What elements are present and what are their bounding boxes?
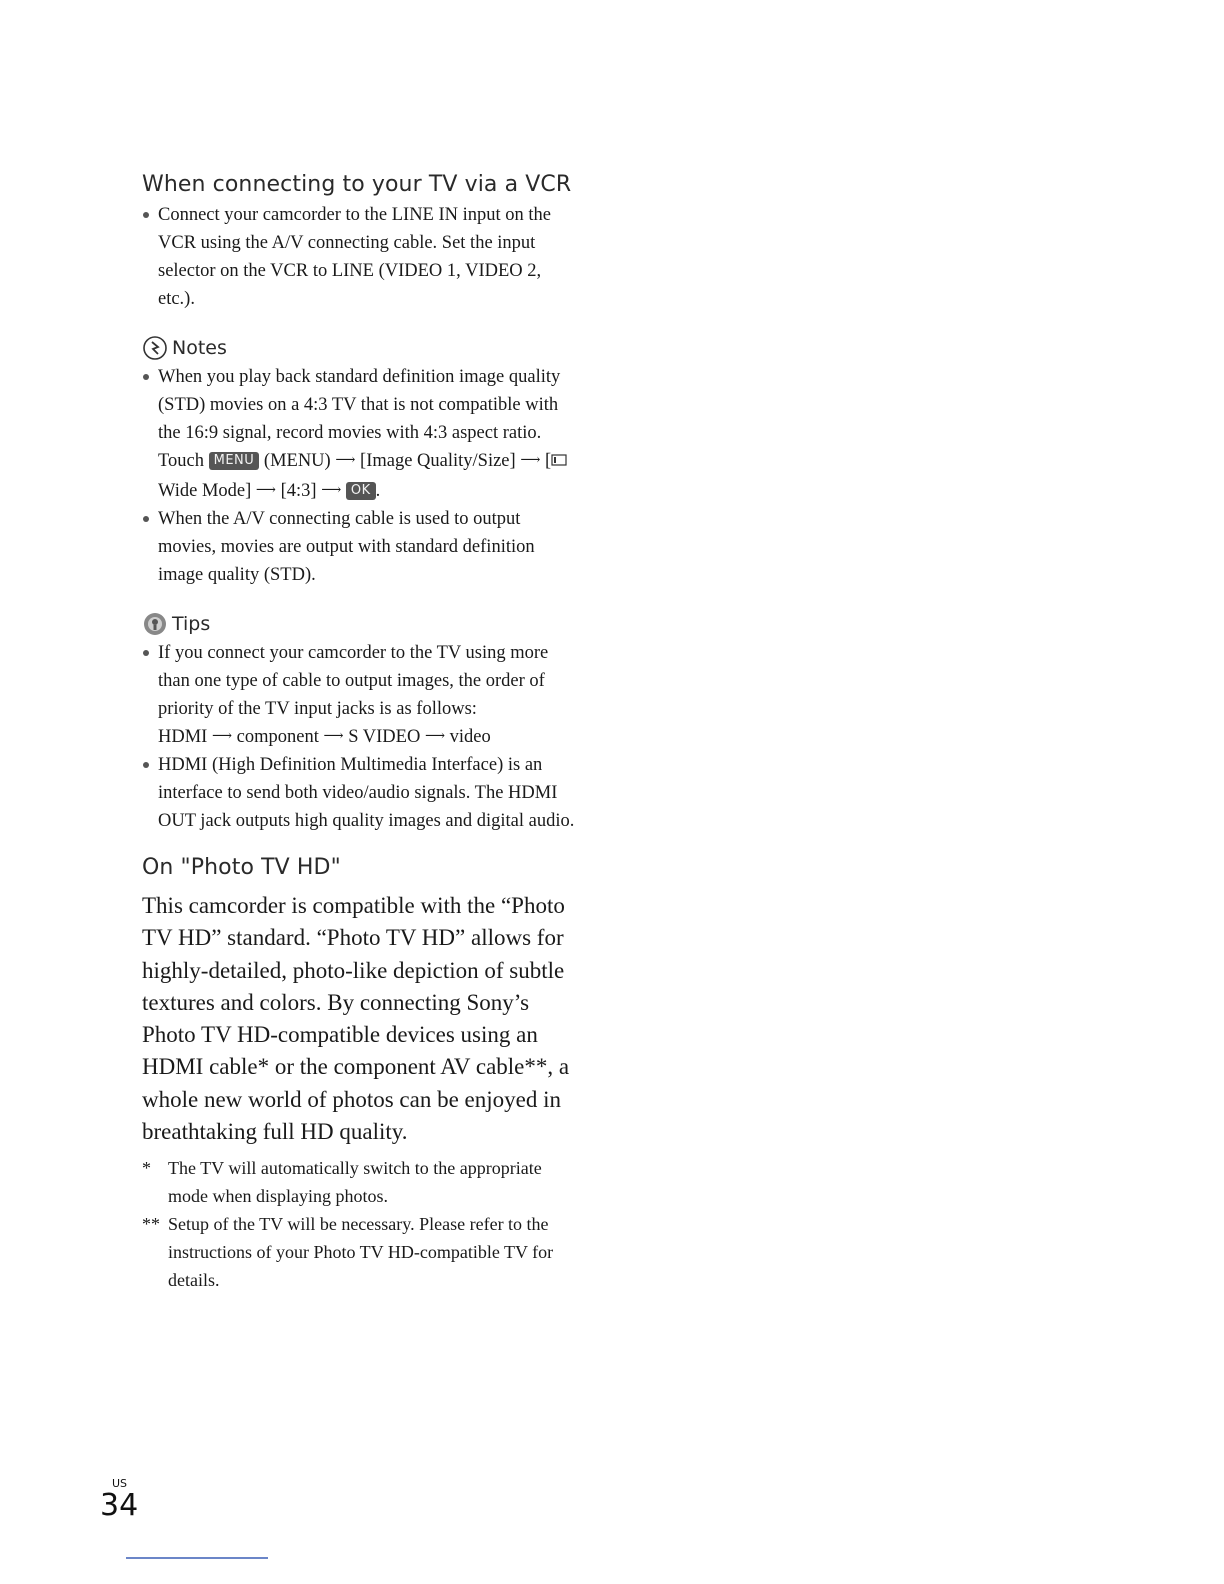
footnote [142,1154,582,1210]
menu-button[interactable]: MENU [209,452,260,470]
note-text: When you play back standard definition image quality (STD) movies on a 4:3 TV that is not compatible with the 16:9 signal, record movies with 4:3 aspect ratio. Touch [158,367,561,471]
wide-mode-icon [551,449,567,477]
section-title-vcr: When connecting to your TV via a VCR [142,172,572,197]
note-text: Wide Mode] [158,481,256,501]
arrow-icon: ⟶ [255,483,276,498]
footnote [142,1210,582,1294]
vcr-bullet-list [142,201,582,313]
notes-list [142,363,582,589]
list-item [142,639,582,751]
page-number: 34 [100,1488,139,1523]
priority-item: HDMI [158,727,208,747]
list-item: HDMI (High Definition Multimedia Interface) is an interface to send both video/audio signals. The HDMI OUT jack outputs high quality images and digital audio. [142,751,582,835]
photo-tv-body: This camcorder is compatible with the “Photo TV HD” standard. “Photo TV HD” allows for highly-detailed, photo-like depiction of subtle textures and colors. By connecting Sony’s Photo TV HD-compatible devices using an HDMI cable* or the component AV cable**, a whole new world of photos can be enjoyed in breathtaking full HD quality. [142,893,570,1145]
tips-label: Tips [172,613,211,635]
page-number-block [100,1478,138,1523]
ok-button[interactable]: OK [346,482,376,500]
list-item [142,363,582,505]
arrow-icon: ⟶ [321,483,342,498]
arrow-icon: ⟶ [323,729,344,744]
notes-icon [142,335,168,361]
footnote-text: The TV will automatically switch to the appropriate mode when displaying photos. [168,1158,542,1207]
tip-text: If you connect your camcorder to the TV using more than one type of cable to output images, the order of priority of the TV input jacks is as follows: [158,643,549,719]
content-column [142,172,582,1294]
note-text: . [375,481,381,501]
arrow-icon: ⟶ [211,729,233,744]
priority-item: S VIDEO [348,727,421,747]
notes-label: Notes [172,337,227,359]
tips-heading [142,611,582,637]
tips-icon [142,611,168,637]
priority-item: component [236,727,319,747]
footnote-mark: * [142,1158,151,1179]
arrow-icon: ⟶ [520,453,541,468]
list-item: When the A/V connecting cable is used to output movies, movies are output with standard definition image quality (STD). [142,505,582,589]
notes-heading [142,335,582,361]
footnote-mark: ** [142,1214,160,1235]
priority-item: video [449,727,491,747]
page-region: US [112,1477,128,1490]
note-text: [Image Quality/Size] [355,451,521,471]
section-title-photo-tv: On "Photo TV HD" [142,855,341,880]
footnote-text: Setup of the TV will be necessary. Please refer to the instructions of your Photo TV HD-compatible TV for details. [168,1214,554,1291]
list-item: Connect your camcorder to the LINE IN input on the VCR using the A/V connecting cable. Set the input selector on the VCR to LINE (VIDEO 1, VIDEO 2, etc.). [142,201,582,313]
tips-list [142,639,582,835]
note-text: [4:3] [275,481,322,501]
note-text: [ [540,451,552,471]
arrow-icon: ⟶ [335,453,356,468]
note-text: (MENU) [259,451,336,471]
link-underline[interactable] [126,1557,268,1559]
arrow-icon: ⟶ [424,729,446,744]
